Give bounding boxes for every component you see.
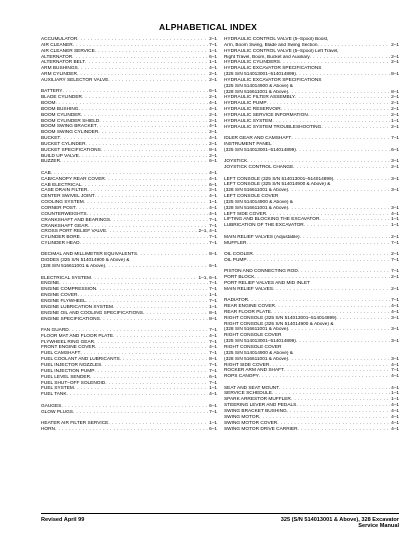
index-entry-topic: SPARK ARRESTOR MUFFLER [224, 397, 291, 403]
index-entry-topic: FUEL CAMSHAFT [41, 351, 81, 357]
index-entry-page: 2–1 [391, 251, 399, 257]
index-entry-topic: BUILD UP VALVE [41, 153, 79, 159]
index-entry-page: 2–1 [391, 101, 399, 107]
index-entry-page: 8–1 [209, 357, 217, 363]
index-entry-topic: FUEL LEVEL SENDER [41, 374, 91, 380]
index-entry-topic: BUCKET [41, 136, 61, 142]
index-entry-page: 7–1 [209, 223, 217, 229]
index-entry-page: 4–1 [391, 385, 399, 391]
index-entry-page: 2–1 [391, 112, 399, 118]
index-entry-page: 3–1 [391, 315, 399, 321]
index-entry-page: 1–1 [209, 386, 217, 392]
index-entry-page: 2–1 [391, 165, 399, 171]
index-entry-topic: SEAT AND SEAT MOUNT [224, 385, 280, 391]
index-entry-page: 8–1 [391, 72, 399, 78]
index-entry-topic: ROCKER ARM AND SHAFT [224, 368, 284, 374]
index-entry [41, 159, 217, 165]
index-entry-topic: BOOM CYLINDER [41, 112, 81, 118]
index-entry [41, 264, 217, 270]
index-entry-page: 1–1 [391, 118, 399, 124]
index-entry-page: 7–1 [391, 257, 399, 263]
index-entry-page: 4–1 [391, 374, 399, 380]
index-entry-topic: CRANKSHAFT GEAR [41, 223, 88, 229]
index-entry-topic: FAN GUARD [41, 327, 69, 333]
index-entry-page: 7–1 [209, 281, 217, 287]
index-entry-page: 3–1 [391, 327, 399, 333]
index-entry-topic: (325 S/N 514014900 & Above) & [224, 83, 293, 89]
index-entry-topic: (325 S/N 514013001–514014899) [224, 339, 296, 345]
index-entry-topic: DIODES (325 S/N 514014900 & Above) & [41, 258, 130, 264]
footer-model-line: 325 (S/N 514013001 & Above), 328 Excavator [280, 517, 399, 523]
index-entry-page: 1–1, 6–1 [198, 275, 217, 281]
index-entry-page: 7–1 [209, 409, 217, 415]
index-entry-page: 4–1 [391, 304, 399, 310]
index-entry-topic: FUEL COOLANT AND LUBRICANTS [41, 357, 120, 363]
dot-leader [108, 78, 208, 84]
index-entry-topic: STEERING LEVER AND PEDALS [224, 403, 297, 409]
index-right-column [224, 37, 399, 432]
index-entry-topic: CROSS PORT RELIEF VALVE [41, 229, 107, 235]
index-entry-topic: (325 S/N 514014900 & Above) & [224, 350, 293, 356]
index-entry-page: 7–1 [391, 136, 399, 142]
dot-leader [80, 241, 209, 247]
index-entry-page: 4–1 [391, 420, 399, 426]
index-entry-page: 1–1 [391, 391, 399, 397]
index-entry-page: 2–1 [209, 118, 217, 124]
index-entry-topic: HYDRAULIC CONTROL VALVE (5–Spool) Boost, [224, 37, 329, 42]
index-left-column [41, 37, 217, 433]
index-entry-page: 2–1 [209, 188, 217, 194]
index-entry-topic: ENGINE [41, 281, 60, 287]
index-entry-page: 7–1 [209, 339, 217, 345]
index-entry-topic: LEFT CONSOLE COVER [224, 194, 279, 200]
index-entry-topic: ENGINE OIL AND COOLING SPECIFICATIONS [41, 310, 143, 316]
index-entry-page: 2–1 [209, 130, 217, 136]
dot-leader [246, 241, 390, 247]
dot-leader [296, 339, 390, 345]
index-entry-topic: BOOM CYLINDER SHIELD [41, 118, 100, 124]
dot-leader [336, 316, 390, 322]
index-entry-topic: HYDRAULIC PUMP [224, 101, 267, 107]
index-entry-topic: SWING MOTOR DRIVE CARRIER [224, 426, 298, 432]
index-entry-page: 7–1 [391, 240, 399, 246]
index-entry-page: 2–1 [391, 95, 399, 101]
index-entry-topic: HYDRAULIC FILTER ASSEMBLY [224, 95, 296, 101]
index-entry-topic: BATTERY [41, 89, 63, 95]
index-entry-topic: LUBRICATION OF THE EXCAVATOR [224, 223, 304, 229]
index-entry-topic: FUEL INJECTION PUMP [41, 368, 95, 374]
index-entry-topic: MAIN RELIEF VALVES [224, 286, 273, 292]
index-entry [224, 287, 399, 293]
index-entry-topic: CRANKSHAFT AND BEARINGS [41, 217, 111, 223]
index-entry-topic: ARM BUSHINGS [41, 66, 78, 72]
page-footer [41, 513, 399, 530]
index-entry-topic: BOOM BUSHING [41, 106, 79, 112]
index-entry-topic: PORT BLOCK [224, 275, 255, 281]
index-entry-page: 2–1 [209, 72, 217, 78]
index-entry-topic: HYDRAULIC EXCAVATOR SPECIFICATIONS [224, 66, 322, 72]
index-entry-page: 7–1 [391, 298, 399, 304]
index-entry-topic: OIL PUMP [224, 257, 247, 263]
index-entry-page: 4–1 [391, 362, 399, 368]
index-entry-topic: RIGHT CONSOLE COVER [224, 344, 282, 350]
dot-leader [298, 427, 391, 433]
index-entry-page: 6–1 [209, 403, 217, 409]
index-entry-page: 3–1 [391, 205, 399, 211]
dot-leader [247, 258, 391, 264]
index-entry-topic: ELECTRICAL SYSTEM [41, 275, 91, 281]
index-entry-topic: BUCKET SPECIFICATIONS [41, 147, 101, 153]
index-entry-topic: SWING MOTOR COVER [224, 420, 278, 426]
index-entry-page: 7–1 [209, 287, 217, 293]
index-entry [41, 410, 217, 416]
index-entry-page: 7–1 [209, 235, 217, 241]
index-entry-topic: INSTRUMENT PANEL [224, 141, 272, 147]
index-entry-topic: RIGHT SIDE COVER [224, 362, 270, 368]
index-entry-page: 2–1 [209, 37, 217, 42]
index-entry-topic: RIGHT CONSOLE (325 S/N 514014900 & Above) & [224, 321, 334, 327]
index-entry [41, 427, 217, 433]
index-entry-page: 8–1 [209, 147, 217, 153]
index-entry-page: 4–1 [209, 392, 217, 398]
index-entry-topic: SWING BRACKET BUSHING [224, 409, 287, 414]
index-entry-topic: Right Travel, Boom, Bucket and Auxiliary [224, 54, 310, 60]
index-entry-topic: CENTER SWIVEL JOINT [41, 194, 95, 200]
dot-leader [55, 427, 208, 433]
dot-leader [288, 327, 390, 333]
index-entry-topic: HYDRAULIC SYSTEM [224, 118, 273, 124]
index-entry-topic: CYLINDER BORE [41, 235, 80, 241]
index-entry-page: 8–1 [209, 316, 217, 322]
index-entry-topic: IDLER GEAR AND CAMSHAFT [224, 136, 292, 142]
index-entry [224, 223, 399, 229]
index-entry-topic: FUEL SYSTEM [41, 386, 74, 392]
index-entry-topic: ACCUMULATOR [41, 37, 78, 42]
index-entry-page: 6–1 [209, 264, 217, 270]
index-entry [224, 374, 399, 380]
index-entry-topic: HYDRAULIC CONTROL VALVE (5–Spool) Left Travel, [224, 48, 339, 54]
index-entry-topic: RIGHT CONSOLE COVER [224, 333, 282, 339]
index-entry-topic: (328 S/N 516611001 & Above) [224, 89, 289, 95]
index-entry-page: 2–1 [391, 107, 399, 113]
index-entry-topic: AUXILIARY SELECTOR VALVE [41, 77, 109, 83]
index-entry [41, 392, 217, 398]
index-entry-topic: HYDRAULIC RESERVOIR [224, 107, 281, 113]
index-entry-page: 2–1 [391, 234, 399, 240]
index-entry-topic: FUEL INJECTOR NOZZLES [41, 363, 102, 368]
dot-leader [296, 148, 390, 154]
index-entry-topic: ALTERNATOR BELT [41, 60, 85, 66]
dot-leader [333, 177, 390, 183]
index-entry-page: 4–1 [209, 194, 217, 200]
dot-leader [137, 252, 208, 258]
index-entry-topic: Arm, Boom Swing, Blade and Swing Section [224, 42, 318, 48]
index-entry-topic: GLOW PLUGS [41, 409, 73, 415]
index-entry [41, 78, 217, 84]
index-entry-topic: ARM CYLINDER [41, 72, 77, 78]
index-entry-page: 1–1 [209, 200, 217, 206]
index-entry-page: 7–1 [209, 42, 217, 48]
index-entry-page: 3–1 [391, 159, 399, 165]
index-entry-topic: CYLINDER HEAD [41, 241, 80, 247]
dot-leader [100, 317, 208, 323]
dot-leader [304, 223, 390, 229]
dot-leader [60, 159, 208, 165]
index-entry-topic: AIR CLEANER SERVICE [41, 48, 95, 54]
index-entry-topic: RIGHT CONSOLE (325 S/N 514013001–514014899) [224, 315, 337, 321]
index-entry [224, 165, 399, 171]
index-entry-topic: DECIMAL AND MILLIMETER EQUIVALENTS [41, 252, 138, 258]
index-entry [224, 427, 399, 433]
index-entry [224, 148, 399, 154]
index-entry-topic: CAB/CANOPY REAR COVER [41, 176, 105, 182]
index-entry-topic: JOYSTICK [224, 159, 248, 165]
index-entry-topic: ENGINE LUBRICATION SYSTEM [41, 304, 113, 310]
index-entry [224, 241, 399, 247]
index-entry-page: 3–1 [391, 176, 399, 182]
index-entry-page: 3–1 [391, 356, 399, 362]
index-entry-page: 4–1 [391, 409, 399, 414]
index-entry-topic: MAIN RELIEF VALVES (Adjustable) [224, 234, 300, 240]
index-entry-topic: HEATER AIR FILTER SERVICE [41, 420, 109, 426]
index-entry-page: 8–1 [209, 310, 217, 316]
index-entry-page: 2–1 [209, 112, 217, 118]
index-entry-topic: GAUGES [41, 403, 62, 409]
dot-leader [293, 165, 390, 171]
index-entry-topic: FLOOR MAT AND FLOOR PLATE [41, 333, 114, 339]
index-entry-page: 4–1 [391, 309, 399, 315]
index-entry-topic: HYDRAULIC SYSTEM TROUBLESHOOTING [224, 124, 322, 130]
index-entry-topic: AIR CLEANER [41, 42, 73, 48]
index-entry-page: 8–1 [391, 89, 399, 95]
index-entry-page: 7–1 [209, 298, 217, 304]
index-entry-topic: (328 S/N 516611001 & Above) [41, 264, 106, 270]
index-entry-topic: FUEL TANK [41, 392, 67, 398]
index-entry-topic: BUZZER [41, 159, 60, 165]
footer-revision: Revised April 99 [41, 517, 85, 523]
index-entry-page: 2–1, 4–1 [198, 229, 217, 235]
index-entry-topic: FUEL SHUT–OFF SOLENOID [41, 380, 106, 386]
index-entry-page: 4–1 [391, 426, 399, 432]
index-entry-page: 6–1 [209, 159, 217, 165]
index-entry-page: 7–1 [391, 269, 399, 275]
index-entry-topic: LEFT SIDE COVER [224, 211, 267, 217]
dot-leader [105, 264, 208, 270]
index-entry-page: 4–1 [391, 414, 399, 420]
index-entry-topic: COUNTERWEIGHTS [41, 211, 87, 217]
index-entry-page: 8–1 [209, 252, 217, 258]
index-entry-topic: CORNER POST [41, 205, 76, 211]
index-entry-page: 1–1 [391, 217, 399, 223]
index-entry-topic: HYDRAULIC EXCAVATOR SPECIFICATIONS [224, 77, 322, 83]
index-entry-page: 2–1 [391, 60, 399, 66]
index-entry-page: 4–1 [209, 205, 217, 211]
index-entry-page: 6–1 [209, 89, 217, 95]
index-entry-topic: ALTERNATOR [41, 54, 73, 60]
index-entry-page: 1–1 [209, 304, 217, 310]
index-entry-page: 4–1 [209, 176, 217, 182]
index-entry-topic: SERVICE SCHEDULE [224, 391, 272, 397]
index-entry-page: 2–1 [209, 77, 217, 83]
index-entry-topic: HYDRAULIC CYLINDERS [224, 60, 280, 66]
index-entry-page: 4–1 [209, 333, 217, 339]
index-entry-topic: BLADE CYLINDER [41, 95, 82, 101]
index-entry-topic: ENGINE SPECIFICATIONS [41, 316, 100, 322]
index-entry-topic: LEFT CONSOLE (325 S/N 514013001–514014899) [224, 176, 334, 182]
index-entry-page: 7–1 [209, 380, 217, 386]
index-entry-topic: (325 S/N 514013001–514014899) [224, 72, 296, 78]
index-entry-page: 7–1 [209, 327, 217, 333]
index-entry-topic: ROPS CANOPY [224, 374, 259, 380]
index-entry-topic: CAB ELECTRICAL [41, 182, 82, 188]
index-entry-topic: ENGINE COMPRESSION [41, 287, 97, 293]
index-entry-topic: (328 S/N 516611001 & Above) [224, 327, 289, 333]
index-entry-page: 7–1 [209, 363, 217, 368]
index-entry-topic: CASE DRAIN FILTER [41, 188, 88, 194]
index-entry-page: 3–1 [391, 339, 399, 345]
footer-manual-line: Service Manual [358, 523, 399, 530]
index-entry-page: 6–1 [209, 374, 217, 380]
dot-leader [273, 287, 390, 293]
index-entry-page: 6–1 [209, 54, 217, 60]
index-entry [41, 241, 217, 247]
index-entry-topic: (325 S/N 514014900 & Above) & [224, 199, 293, 205]
index-entry-topic: (328 S/N 516611001 & Above) [224, 188, 289, 194]
index-entry-topic: (328 S/N 516611001 & Above) [224, 356, 289, 362]
index-entry-page: 7–1 [209, 241, 217, 247]
index-entry-topic: ENGINE FLYWHEEL [41, 298, 86, 304]
index-entry-topic: BOOM SWING BRACKET [41, 124, 97, 130]
index-entry-topic: COOLING SYSTEM [41, 200, 84, 206]
dot-leader [321, 125, 390, 131]
index-entry-page: 7–1 [209, 368, 217, 374]
index-entry-page: 2–1 [391, 42, 399, 48]
index-entry-page: 1–1 [209, 293, 217, 299]
index-entry [41, 317, 217, 323]
index-entry-topic: (328 S/N 516611001 & Above) [224, 205, 289, 211]
index-entry-topic: RADIATOR [224, 298, 249, 304]
index-entry-page: 1–1 [209, 60, 217, 66]
index-entry-page: 1–1 [391, 397, 399, 403]
index-entry-topic: CAB [41, 170, 51, 176]
index-entry-topic: PORT RELIEF VALVES AND MID INLET [224, 280, 310, 286]
index-entry-topic: FRONT ENGINE COVER [41, 345, 96, 351]
index-entry-page: 7–1 [209, 351, 217, 357]
index-entry-page: 6–1 [391, 147, 399, 153]
index-entry-page: 4–1 [209, 345, 217, 351]
index-entry-topic: OIL COOLER [224, 251, 253, 257]
dot-leader [73, 410, 208, 416]
index-entry-page: 4–1 [209, 211, 217, 217]
index-entry-topic: PISTON AND CONNECTING ROD [224, 269, 298, 275]
footer-manual-title [281, 517, 399, 530]
index-entry-page: 2–1 [391, 54, 399, 60]
index-entry-page: 4–1 [209, 124, 217, 130]
index-entry-page: 2–1 [391, 286, 399, 292]
index-entry-page: 4–1 [209, 66, 217, 72]
index-entry-page: 2–1 [209, 95, 217, 101]
dot-leader [288, 188, 390, 194]
index-entry-page: 4–1 [391, 211, 399, 217]
index-entry-topic: JOYSTICK CONTROL CHANGE [224, 165, 294, 171]
index-entry-page: 1–1 [209, 48, 217, 54]
index-entry-topic: ENGINE COVER [41, 293, 78, 299]
index-entry-topic: HYDRAULIC SERVICE INFORMATION [224, 112, 308, 118]
index-entry-page: 1–1 [391, 223, 399, 229]
dot-leader [291, 136, 390, 142]
index-entry-page: 4–1 [209, 101, 217, 107]
dot-leader [259, 374, 390, 380]
index-entry-topic: (325 S/N 514013001–514014899) [224, 147, 296, 153]
index-entry-page: 4–1 [209, 136, 217, 142]
index-entry-topic: REAR FLOOR PLATE [224, 309, 271, 315]
index-entry [224, 125, 399, 131]
index-entry-page: 1–1 [209, 420, 217, 426]
index-entry-page: 6–1 [209, 426, 217, 432]
index-entry-page: 2–1 [209, 141, 217, 147]
index-entry-topic: BOOM [41, 101, 56, 107]
index-entry-topic: LEFT CONSOLE (325 S/N 514014900 & Above) & [224, 182, 331, 188]
index-entry-topic: LIFTING AND BLOCKING THE EXCAVATOR [224, 217, 320, 223]
index-entry-topic: FLYWHEEL RING GEAR [41, 339, 95, 345]
index-entry-page: 2–1 [391, 124, 399, 130]
index-entry-page: 3–1 [391, 188, 399, 194]
index-entry-page: 2–1 [391, 275, 399, 281]
index-entry-page: 6–1 [209, 182, 217, 188]
index-entry-page: 4–1 [391, 403, 399, 409]
index-entry-page: 7–1 [391, 368, 399, 374]
index-entry-page: 4–1 [209, 106, 217, 112]
index-entry-topic: BUCKET CYLINDER [41, 141, 86, 147]
index-entry-topic: SWING MOTOR [224, 414, 260, 420]
index-entry-topic: HORN [41, 426, 55, 432]
index-entry-topic: MUFFLER [224, 240, 247, 246]
index-entry-page: 2–1 [209, 153, 217, 159]
index-entry [224, 258, 399, 264]
index-entry-topic: BOOM SWING CYLINDER [41, 130, 99, 136]
index-entry-page: 7–1 [209, 217, 217, 223]
page-title: ALPHABETICAL INDEX [159, 22, 257, 32]
index-entry-page: 4–1 [209, 170, 217, 176]
dot-leader [67, 392, 209, 398]
index-entry-topic: REAR ENGINE COVER [224, 304, 275, 310]
